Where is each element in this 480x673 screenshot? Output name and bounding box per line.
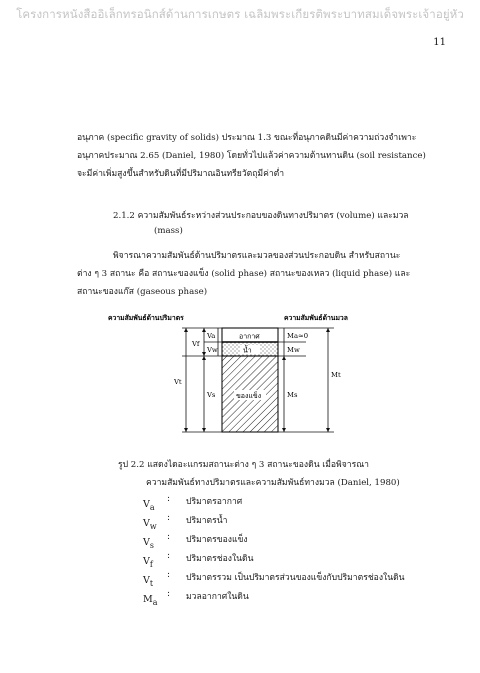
legend-symbol: $V_s$ — [143, 537, 154, 550]
legend-symbol: $V_w$ — [143, 518, 157, 531]
legend-desc: ปริมาตรรวม เป็นปริมาตรส่วนของแข็งกับปริมาตรช่องในดิน — [186, 573, 405, 583]
legend-item — [143, 511, 157, 531]
paragraph-line: จะมีค่าเพิ่มสูงขึ้นสำหรับดินที่มีปริมาณอินทรียวัตถุมีค่าต่ำ — [77, 169, 285, 179]
vol-w-label: Vw — [207, 346, 218, 354]
legend-colon: : — [167, 589, 171, 599]
legend-item — [143, 587, 157, 607]
vol-f-label: Vf — [192, 340, 200, 348]
legend-colon: : — [167, 513, 171, 523]
section-heading: 2.1.2 ความสัมพันธ์ระหว่างส่วนประกอบของดินทางปริมาตร (volume) และมวล — [113, 211, 409, 221]
legend-desc: ปริมาตรช่องในดิน — [186, 554, 254, 564]
paragraph-line: อนุภาค (specific gravity of solids) ประมาณ 1.3 ขณะที่อนุภาคดินมีค่าความถ่วงจำเพาะ — [77, 133, 417, 143]
legend-colon: : — [167, 532, 171, 542]
paragraph-line: พิจารณาความสัมพันธ์ด้านปริมาตรและมวลของส่วนประกอบดิน สำหรับสถานะ — [113, 251, 401, 261]
header-watermark: โครงการหนังสืออิเล็กทรอนิกส์ด้านการเกษตร เฉลิมพระเกียรติพระบาทสมเด็จพระเจ้าอยู่หัว — [16, 7, 464, 21]
legend-symbol: $V_f$ — [143, 556, 153, 569]
section-heading-cont: (mass) — [154, 226, 183, 236]
mass-w-label: Mw — [287, 346, 300, 354]
legend-colon: : — [167, 494, 171, 504]
volume-relation-label: ความสัมพันธ์ด้านปริมาตร — [108, 314, 184, 322]
legend-colon: : — [167, 570, 171, 580]
solid-phase — [222, 356, 278, 432]
air-phase-label: อากาศ — [239, 332, 260, 341]
legend-colon: : — [167, 551, 171, 561]
figure-caption-cont: ความสัมพันธ์ทางปริมาตรและความสัมพันธ์ทางมวล (Daniel, 1980) — [146, 478, 400, 488]
legend-item — [143, 549, 153, 569]
mass-relation-label: ความสัมพันธ์ด้านมวล — [284, 314, 348, 322]
legend-item — [143, 530, 154, 550]
mass-s-label: Ms — [287, 391, 298, 399]
page-number: 11 — [433, 37, 446, 48]
legend-desc: มวลอากาศในดิน — [186, 592, 249, 602]
legend-symbol: $V_a$ — [143, 499, 155, 512]
legend-symbol: $M_a$ — [143, 594, 158, 607]
legend-symbol: $V_t$ — [143, 575, 154, 588]
air-phase — [222, 328, 278, 342]
paragraph-line: อนุภาคประมาณ 2.65 (Daniel, 1980) โดยทั่วไปแล้วค่าความต้านทานดิน (soil resistance) — [77, 151, 426, 161]
phase-diagram — [106, 314, 376, 454]
mass-a-label: Ma≈0 — [287, 332, 309, 340]
mass-t-label: Mt — [331, 371, 341, 379]
water-phase — [222, 342, 278, 356]
legend-desc: ปริมาตรน้ำ — [186, 516, 228, 526]
solid-phase-label: ของแข็ง — [236, 392, 262, 400]
water-phase-label: น้ำ — [243, 346, 252, 355]
vol-s-label: Vs — [207, 391, 216, 399]
legend-item — [143, 492, 155, 512]
legend-item — [143, 568, 153, 588]
paragraph-line: ต่าง ๆ 3 สถานะ คือ สถานะของแข็ง (solid phase) สถานะของเหลว (liquid phase) และ — [77, 269, 411, 279]
legend-desc: ปริมาตรอากาศ — [186, 497, 243, 507]
paragraph-line: สถานะของแก๊ส (gaseous phase) — [77, 287, 208, 297]
vol-t-label: Vt — [174, 378, 182, 386]
vol-a-label: Va — [207, 332, 216, 340]
legend-desc: ปริมาตรของแข็ง — [186, 535, 248, 545]
figure-caption: รูป 2.2 แสดงไดอะแกรมสถานะต่าง ๆ 3 สถานะของดิน เมื่อพิจารณา — [118, 460, 369, 470]
